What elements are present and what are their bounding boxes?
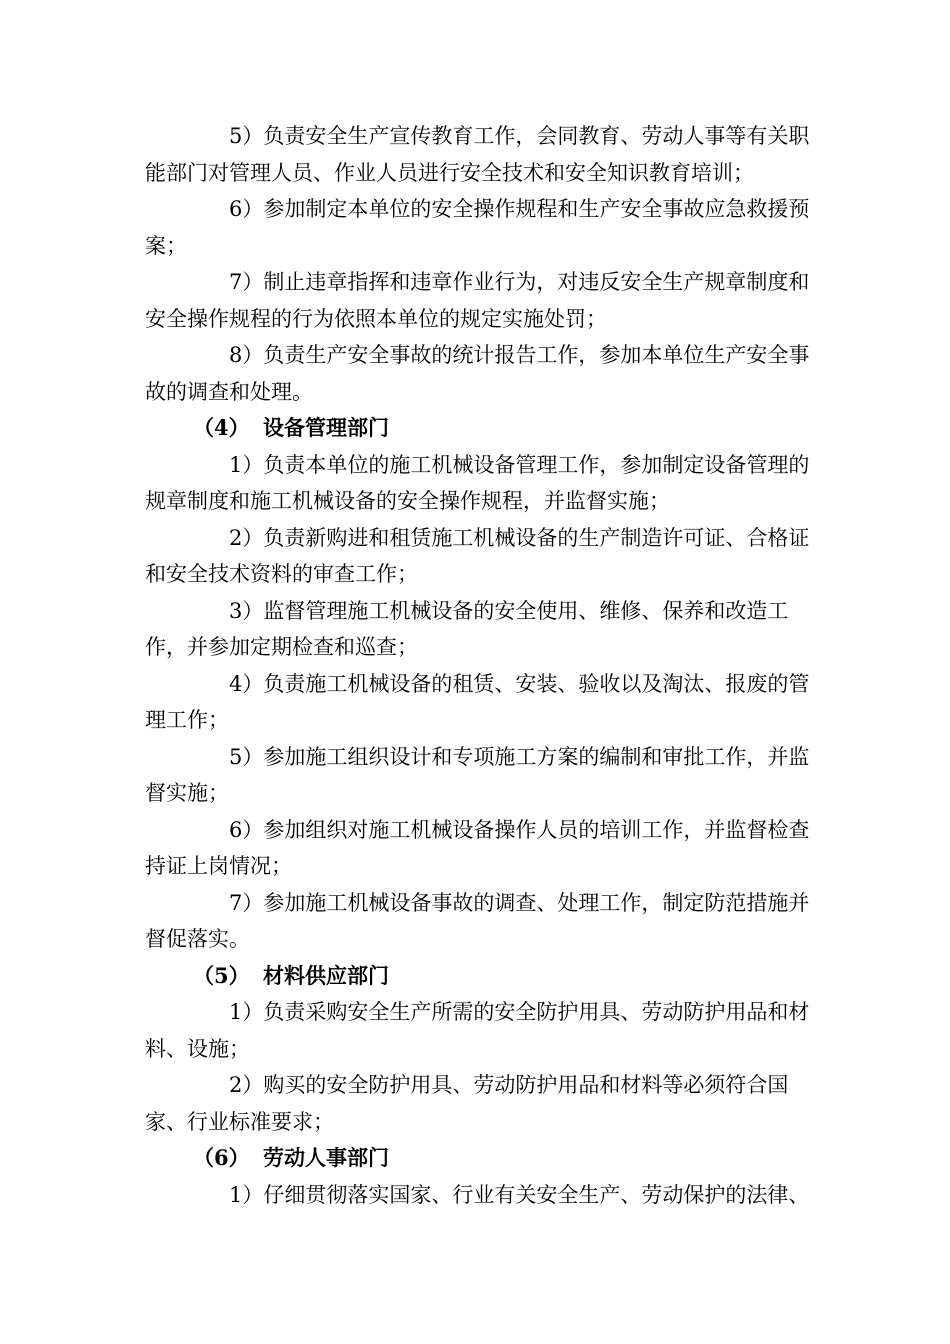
list-item xyxy=(145,520,825,593)
list-item xyxy=(145,812,825,885)
item-text: 参加施工机械设备事故的调查、处理工作，制定防范措施并督促落实。 xyxy=(145,890,810,951)
item-number: 5） xyxy=(229,744,264,769)
item-text: 负责新购进和租赁施工机械设备的生产制造许可证、合格证和安全技术资料的审查工作； xyxy=(145,525,810,586)
item-text: 负责施工机械设备的租赁、安装、验收以及淘汰、报废的管理工作； xyxy=(145,671,810,732)
list-item xyxy=(145,593,825,666)
item-text: 负责采购安全生产所需的安全防护用具、劳动防护用品和材料、设施； xyxy=(145,1000,810,1061)
item-text: 仔细贯彻落实国家、行业有关安全生产、劳动保护的法律、 xyxy=(263,1182,810,1207)
list-item xyxy=(145,994,825,1067)
item-text: 参加制定本单位的安全操作规程和生产安全事故应急救援预案； xyxy=(145,197,810,258)
list-item xyxy=(145,739,825,812)
item-text: 参加施工组织设计和专项施工方案的编制和审批工作，并监督实施； xyxy=(145,744,810,805)
list-item xyxy=(145,118,825,191)
item-number: 7） xyxy=(229,890,264,915)
item-number: 1） xyxy=(229,1000,264,1024)
item-text: 制止违章指挥和违章作业行为，对违反安全生产规章制度和安全操作规程的行为依照本单位的规定实施处罚； xyxy=(145,270,810,331)
section-title: 劳动人事部门 xyxy=(263,1145,389,1170)
item-text: 监督管理施工机械设备的安全使用、维修、保养和改造工作，并参加定期检查和巡查； xyxy=(145,598,789,659)
item-number: 2） xyxy=(229,1073,264,1097)
item-text: 负责本单位的施工机械设备管理工作，参加制定设备管理的规章制度和施工机械设备的安全操作规程，并监督实施； xyxy=(145,452,810,513)
item-text: 负责安全生产宣传教育工作，会同教育、劳动人事等有关职能部门对管理人员、作业人员进行安全技术和安全知识教育培训； xyxy=(145,124,810,185)
section-title: 材料供应部门 xyxy=(263,962,389,988)
item-number: 3） xyxy=(229,598,264,623)
item-number: 1） xyxy=(229,452,264,477)
list-item xyxy=(145,666,825,739)
item-text: 参加组织对施工机械设备操作人员的培训工作，并监督检查持证上岗情况； xyxy=(145,817,810,878)
list-item xyxy=(145,447,825,520)
item-number: 1） xyxy=(229,1182,264,1207)
document-body xyxy=(145,118,825,1213)
item-number: 6） xyxy=(229,817,264,842)
list-item xyxy=(145,885,825,958)
list-item xyxy=(145,191,825,264)
section-heading-personnel xyxy=(145,1140,825,1177)
list-item xyxy=(145,1067,825,1140)
list-item xyxy=(145,1177,825,1214)
item-text: 负责生产安全事故的统计报告工作，参加本单位生产安全事故的调查和处理。 xyxy=(145,343,810,404)
item-text: 购买的安全防护用具、劳动防护用品和材料等必须符合国家、行业标准要求； xyxy=(145,1073,789,1134)
item-number: 2） xyxy=(229,525,264,550)
item-number: 4） xyxy=(229,671,264,696)
section-number: （6） xyxy=(193,1145,250,1170)
section-number: （5） xyxy=(193,962,250,988)
list-item xyxy=(145,264,825,337)
section-number: （4） xyxy=(193,415,250,440)
section-heading-equipment xyxy=(145,410,825,447)
item-number: 5） xyxy=(229,124,264,148)
list-item xyxy=(145,337,825,410)
section-heading-materials xyxy=(145,958,825,995)
section-title: 设备管理部门 xyxy=(263,415,389,440)
item-number: 8） xyxy=(229,343,264,367)
item-number: 6） xyxy=(229,197,264,221)
item-number: 7） xyxy=(229,270,264,294)
